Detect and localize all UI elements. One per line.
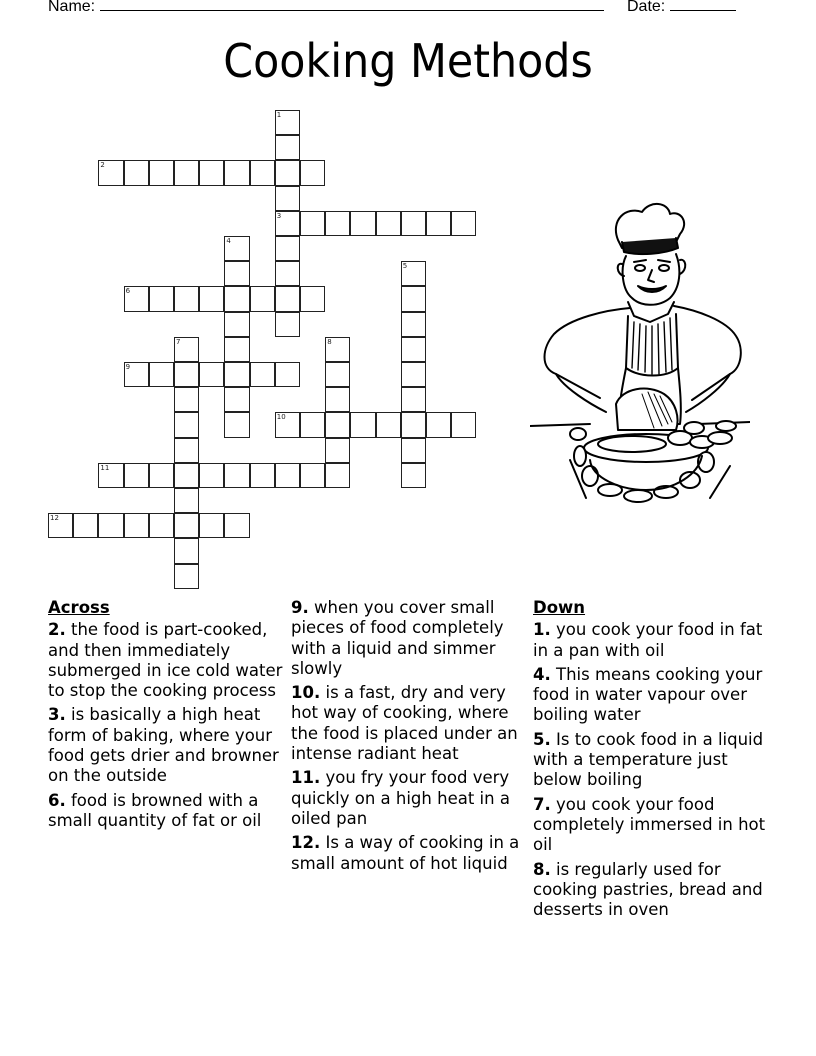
crossword-cell[interactable]: [451, 412, 476, 437]
clue-text: you cook your food completely immersed in hot oil: [533, 794, 766, 855]
date-blank-line[interactable]: [670, 0, 736, 11]
crossword-cell[interactable]: [174, 564, 199, 589]
date-label: Date:: [627, 0, 666, 15]
crossword-cell[interactable]: [401, 211, 426, 236]
crossword-cell[interactable]: [275, 211, 300, 236]
crossword-cell[interactable]: [275, 110, 300, 135]
crossword-cell[interactable]: [149, 286, 174, 311]
crossword-cell[interactable]: [325, 438, 350, 463]
crossword-cell[interactable]: [174, 387, 199, 412]
crossword-cell[interactable]: [124, 160, 149, 185]
crossword-cell[interactable]: [224, 387, 249, 412]
crossword-cell[interactable]: [401, 438, 426, 463]
cell-number: 12: [50, 514, 59, 523]
crossword-cell[interactable]: [174, 513, 199, 538]
crossword-cell[interactable]: [224, 337, 249, 362]
crossword-cell[interactable]: [224, 286, 249, 311]
crossword-cell[interactable]: [376, 211, 401, 236]
crossword-cell[interactable]: [275, 286, 300, 311]
crossword-cell[interactable]: [300, 463, 325, 488]
crossword-cell[interactable]: [275, 463, 300, 488]
clue-across-10: [291, 683, 527, 764]
crossword-cell[interactable]: [199, 160, 224, 185]
clue-text: Is a way of cooking in a small amount of hot liquid: [291, 833, 520, 873]
crossword-cell[interactable]: [174, 337, 199, 362]
clue-number: 2.: [48, 620, 66, 640]
clue-text: is basically a high heat form of baking, where your food gets drier and browner on the outside: [48, 705, 279, 786]
clue-text: Is to cook food in a liquid with a temperature just below boiling: [533, 729, 764, 790]
crossword-cell[interactable]: [325, 463, 350, 488]
crossword-cell[interactable]: [275, 135, 300, 160]
across-clues-column-2: [291, 598, 527, 878]
crossword-cell[interactable]: [124, 463, 149, 488]
crossword-cell[interactable]: [250, 362, 275, 387]
crossword-cell[interactable]: [174, 362, 199, 387]
clue-text: is regularly used for cooking pastries, bread and desserts in oven: [533, 859, 763, 920]
crossword-cell[interactable]: [275, 160, 300, 185]
crossword-cell[interactable]: [98, 160, 123, 185]
crossword-cell[interactable]: [224, 513, 249, 538]
clue-down-5: [533, 730, 778, 791]
crossword-cell[interactable]: [224, 463, 249, 488]
clue-across-11: [291, 768, 527, 829]
clue-number: 5.: [533, 729, 551, 749]
crossword-cell[interactable]: [174, 463, 199, 488]
crossword-cell[interactable]: [174, 538, 199, 563]
crossword-cell[interactable]: [124, 513, 149, 538]
crossword-cell[interactable]: [224, 362, 249, 387]
crossword-cell[interactable]: [224, 312, 249, 337]
crossword-cell[interactable]: [250, 160, 275, 185]
clue-text: you fry your food very quickly on a high heat in a oiled pan: [291, 768, 510, 828]
crossword-cell[interactable]: [199, 286, 224, 311]
clue-number: 10.: [291, 683, 321, 703]
crossword-cell[interactable]: [275, 312, 300, 337]
crossword-cell[interactable]: [199, 463, 224, 488]
cell-number: 4: [226, 237, 231, 245]
clue-number: 1.: [533, 620, 551, 640]
crossword-cell[interactable]: [98, 513, 123, 538]
cell-number: 3: [276, 211, 282, 220]
clue-across-6: [48, 791, 288, 832]
crossword-cell[interactable]: [401, 463, 426, 488]
crossword-cell[interactable]: [426, 412, 451, 437]
crossword-cell[interactable]: [275, 186, 300, 211]
crossword-cell[interactable]: [401, 337, 426, 362]
clue-text: the food is part-cooked, and then immediately submerged in ice cold water to stop the cooking process: [48, 620, 283, 701]
crossword-cell[interactable]: [401, 261, 426, 286]
cell-number: 2: [100, 161, 105, 170]
crossword-cell[interactable]: [401, 362, 426, 387]
date-field[interactable]: [627, 0, 736, 16]
clue-down-7: [533, 795, 778, 856]
crossword-cell[interactable]: [350, 412, 375, 437]
chef-illustration-icon: [530, 198, 750, 503]
crossword-cell[interactable]: [300, 211, 325, 236]
crossword-cell[interactable]: [325, 387, 350, 412]
crossword-cell[interactable]: [174, 488, 199, 513]
crossword-cell[interactable]: [325, 412, 350, 437]
crossword-cell[interactable]: [325, 211, 350, 236]
crossword-cell[interactable]: [350, 211, 375, 236]
clue-number: 11.: [291, 768, 321, 788]
crossword-cell[interactable]: [300, 286, 325, 311]
crossword-cell[interactable]: [149, 513, 174, 538]
clue-across-3: [48, 705, 288, 786]
clue-number: 9.: [291, 598, 309, 617]
crossword-cell[interactable]: [401, 412, 426, 437]
down-clues-column: [533, 598, 778, 924]
clue-text: when you cover small pieces of food completely with a liquid and simmer slowly: [291, 598, 504, 678]
crossword-cell[interactable]: [300, 412, 325, 437]
crossword-cell[interactable]: [48, 513, 73, 538]
crossword-cell[interactable]: [300, 160, 325, 185]
crossword-cell[interactable]: [376, 412, 401, 437]
crossword-cell[interactable]: [451, 211, 476, 236]
clue-number: 8.: [533, 859, 551, 879]
crossword-cell[interactable]: [275, 236, 300, 261]
crossword-cell[interactable]: [224, 261, 249, 286]
crossword-cell[interactable]: [275, 261, 300, 286]
clue-across-2: [48, 620, 288, 701]
crossword-cell[interactable]: [149, 463, 174, 488]
page-title: Cooking Methods: [223, 34, 593, 88]
crossword-cell[interactable]: [98, 463, 123, 488]
crossword-cell[interactable]: [401, 286, 426, 311]
clue-down-1: [533, 620, 778, 661]
cell-number: 1: [276, 111, 282, 119]
crossword-cell[interactable]: [224, 236, 249, 261]
cell-number: 10: [276, 413, 286, 422]
clue-text: This means cooking your food in water vapour over boiling water: [533, 664, 763, 725]
crossword-cell[interactable]: [275, 362, 300, 387]
cell-number: 7: [176, 337, 181, 346]
cell-number: 5: [402, 262, 408, 271]
crossword-cell[interactable]: [224, 412, 249, 437]
clue-number: 3.: [48, 705, 66, 725]
crossword-cell[interactable]: [426, 211, 451, 236]
crossword-cell[interactable]: [199, 513, 224, 538]
clue-text: you cook your food in fat in a pan with oil: [533, 620, 763, 660]
name-label: Name:: [48, 0, 96, 15]
cell-number: 9: [125, 363, 131, 371]
cell-number: 6: [125, 287, 131, 296]
crossword-cell[interactable]: [401, 312, 426, 337]
crossword-cell[interactable]: [124, 362, 149, 387]
crossword-cell[interactable]: [199, 362, 224, 387]
crossword-cell[interactable]: [149, 362, 174, 387]
crossword-cell[interactable]: [250, 463, 275, 488]
clue-number: 7.: [533, 794, 551, 814]
crossword-cell[interactable]: [325, 362, 350, 387]
clue-text: food is browned with a small quantity of fat or oil: [48, 790, 262, 830]
crossword-cell[interactable]: [73, 513, 98, 538]
clue-number: 12.: [291, 833, 321, 853]
crossword-cell[interactable]: [250, 286, 275, 311]
clue-number: 6.: [48, 790, 66, 810]
crossword-cell[interactable]: [325, 337, 350, 362]
crossword-cell[interactable]: [174, 438, 199, 463]
crossword-cell[interactable]: [224, 160, 249, 185]
across-heading: Across: [48, 598, 110, 617]
clue-down-4: [533, 665, 778, 726]
crossword-cell[interactable]: [124, 286, 149, 311]
clue-number: 4.: [533, 664, 551, 684]
crossword-cell[interactable]: [275, 412, 300, 437]
clue-across-12: [291, 833, 527, 874]
clue-text: is a fast, dry and very hot way of cooking, where the food is placed under an intense radiant heat: [291, 683, 518, 764]
crossword-cell[interactable]: [174, 160, 199, 185]
clue-down-8: [533, 860, 778, 921]
crossword-cell[interactable]: [149, 160, 174, 185]
crossword-cell[interactable]: [174, 412, 199, 437]
cell-number: 11: [100, 463, 110, 472]
cell-number: 8: [327, 337, 332, 346]
crossword-cell[interactable]: [401, 387, 426, 412]
clue-across-9: [291, 598, 527, 679]
down-heading: Down: [533, 598, 586, 617]
name-field[interactable]: [48, 0, 604, 16]
crossword-cell[interactable]: [174, 286, 199, 311]
across-clues-column-1: [48, 598, 288, 835]
name-blank-line[interactable]: [100, 0, 604, 11]
